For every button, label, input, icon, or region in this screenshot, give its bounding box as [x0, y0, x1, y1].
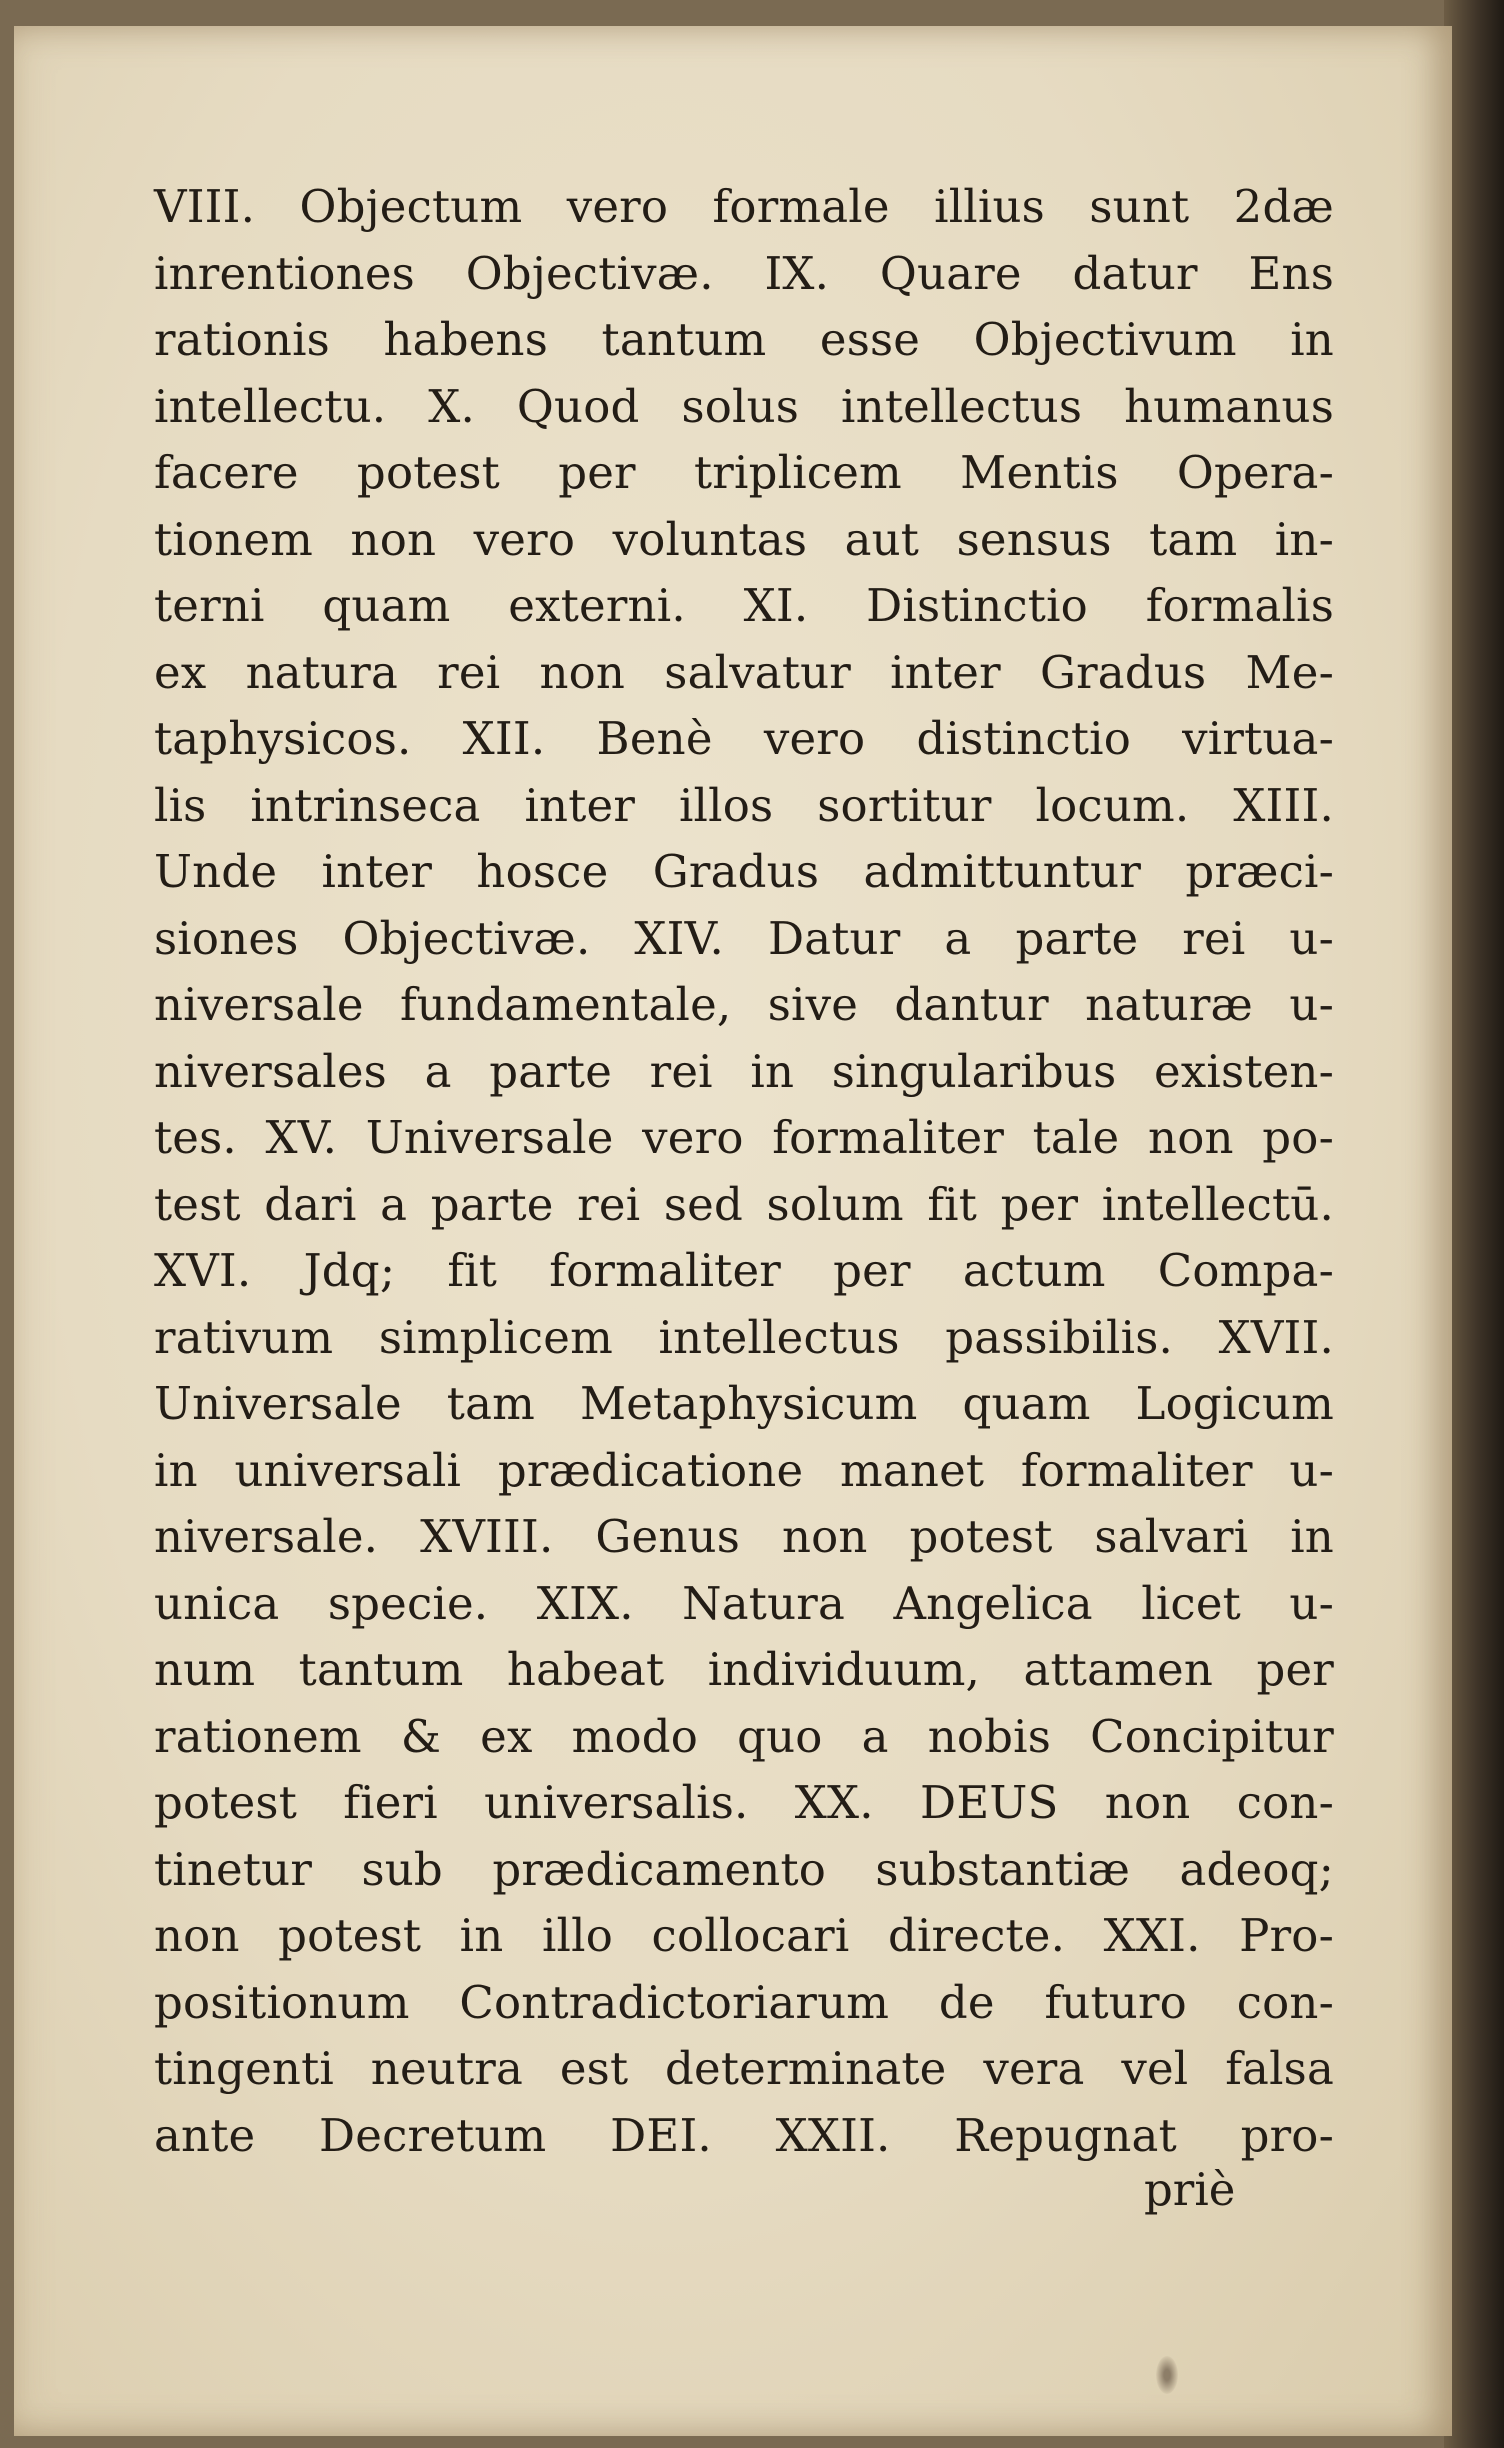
text-line: potest fieri universalis. XX. DEUS non con-	[154, 1776, 1334, 1829]
text-line: siones Objectivæ. XIV. Datur a parte rei u-	[154, 911, 1334, 965]
text-line: niversale fundamentale, sive dantur naturæ u-	[154, 978, 1334, 1031]
body-text	[154, 174, 1334, 2169]
text-line: unica specie. XIX. Natura Angelica licet u-	[154, 1576, 1334, 1630]
text-line: lis intrinseca inter illos sortitur locum. XIII.	[154, 778, 1334, 832]
text-line: non potest in illo collocari directe. XXI. Pro-	[154, 1909, 1334, 1962]
text-line: niversales a parte rei in singularibus existen-	[154, 1044, 1334, 1098]
book-gutter	[1444, 0, 1504, 2448]
text-line: rativum simplicem intellectus passibilis. XVII.	[154, 1310, 1334, 1364]
text-line: VIII. Objectum vero formale illius sunt 2dæ	[154, 180, 1334, 233]
text-line: terni quam externi. XI. Distinctio formalis	[154, 579, 1334, 632]
text-line: in universali prædicatione manet formaliter u-	[154, 1443, 1334, 1497]
text-line: tionem non vero voluntas aut sensus tam in-	[154, 512, 1334, 566]
catchword: priè	[1144, 2163, 1236, 2216]
text-line: tingenti neutra est determinate vera vel falsa	[154, 2042, 1334, 2095]
text-line: positionum Contradictoriarum de futuro con-	[154, 1975, 1334, 2029]
text-line: rationis habens tantum esse Objectivum in	[154, 313, 1334, 366]
text-line: ante Decretum DEI. XXII. Repugnat pro-	[154, 2108, 1334, 2162]
text-line: test dari a parte rei sed solum fit per intellectū.	[154, 1177, 1334, 1231]
text-line: tinetur sub prædicamento substantiæ adeoq;	[154, 1842, 1334, 1896]
text-line: niversale. XVIII. Genus non potest salvari in	[154, 1510, 1334, 1563]
text-line: ex natura rei non salvatur inter Gradus Me-	[154, 645, 1334, 699]
ink-blot	[1156, 2356, 1178, 2394]
text-line: intellectu. X. Quod solus intellectus humanus	[154, 379, 1334, 433]
text-line: facere potest per triplicem Mentis Opera-	[154, 446, 1334, 499]
text-line: XVI. Jdq; fit formaliter per actum Compa-	[154, 1244, 1334, 1297]
text-line: rationem & ex modo quo a nobis Concipitur	[154, 1709, 1334, 1763]
text-line: tes. XV. Universale vero formaliter tale non po-	[154, 1111, 1334, 1164]
text-line: Universale tam Metaphysicum quam Logicum	[154, 1377, 1334, 1430]
text-line: num tantum habeat individuum, attamen per	[154, 1643, 1334, 1696]
text-line: taphysicos. XII. Benè vero distinctio virtua-	[154, 712, 1334, 765]
book-page	[14, 26, 1452, 2436]
text-line: inrentiones Objectivæ. IX. Quare datur Ens	[154, 246, 1334, 300]
text-line: Unde inter hosce Gradus admittuntur præci-	[154, 845, 1334, 898]
